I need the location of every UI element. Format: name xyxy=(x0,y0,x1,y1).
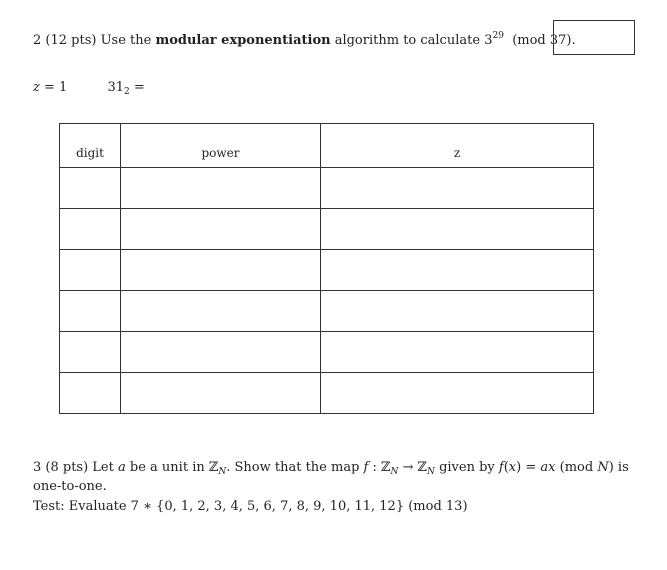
q3-text: given by xyxy=(439,460,495,475)
table-row xyxy=(60,373,594,414)
q3-text: ) is one-to-one. xyxy=(33,460,629,494)
q3-text: be a unit in xyxy=(129,460,205,475)
power-cell[interactable] xyxy=(121,250,321,291)
digit-cell[interactable] xyxy=(60,250,121,291)
q3-arrow: → ℤ xyxy=(402,460,428,475)
table-row xyxy=(60,168,594,209)
q2-exponent: 29 xyxy=(492,31,504,41)
digit-cell[interactable] xyxy=(60,168,121,209)
header-z: z xyxy=(321,124,594,168)
header-power: power xyxy=(121,124,321,168)
q2-mid: algorithm to calculate xyxy=(334,33,481,48)
table-header-row xyxy=(60,124,594,168)
z-cell[interactable] xyxy=(321,332,594,373)
header-digit: digit xyxy=(60,124,121,168)
binary-number: 31 xyxy=(107,80,124,95)
digit-cell[interactable] xyxy=(60,209,121,250)
z-cell[interactable] xyxy=(321,250,594,291)
table-row xyxy=(60,209,594,250)
digit-cell[interactable] xyxy=(60,291,121,332)
power-cell[interactable] xyxy=(121,291,321,332)
table-row xyxy=(60,332,594,373)
q3-text: ( xyxy=(503,460,509,475)
digit-cell[interactable] xyxy=(60,373,121,414)
power-cell[interactable] xyxy=(121,209,321,250)
question-3-prompt xyxy=(33,458,645,496)
q3-integers-symbol: ℤ xyxy=(208,460,219,475)
q3-var-f: f xyxy=(498,460,504,475)
z-cell[interactable] xyxy=(321,291,594,332)
z-initial-value: = 1 xyxy=(44,80,68,95)
table-row xyxy=(60,291,594,332)
q2-tail: (mod 37). xyxy=(512,33,576,48)
work-table xyxy=(59,123,594,414)
q3-var-n: N xyxy=(390,467,399,477)
q2-lead: 2 (12 pts) Use the xyxy=(33,33,152,48)
table-row xyxy=(60,250,594,291)
q3-text: : ℤ xyxy=(372,460,391,475)
q3-text: 3 (8 pts) Let xyxy=(33,460,114,475)
q3-var-n: N xyxy=(427,467,435,477)
q3-text: . Show that the map xyxy=(226,460,360,475)
q3-var-n: N xyxy=(218,467,227,477)
question-2-prompt xyxy=(33,33,576,48)
q3-text: ) = xyxy=(516,460,537,475)
q3-var-x: x xyxy=(508,460,517,475)
q3-var-n: N xyxy=(597,460,609,475)
z-cell[interactable] xyxy=(321,209,594,250)
z-cell[interactable] xyxy=(321,168,594,209)
z-variable: z xyxy=(33,80,40,95)
test-prompt: Test: Evaluate 7 ∗ {0, 1, 2, 3, 4, 5, 6, 7, 8, 9, 10, 11, 12} (mod 13) xyxy=(33,499,468,514)
z-cell[interactable] xyxy=(321,373,594,414)
power-cell[interactable] xyxy=(121,332,321,373)
binary-equals: = xyxy=(133,80,145,95)
q2-bold-term: modular exponentiation xyxy=(155,33,331,48)
q3-text: (mod xyxy=(559,460,594,475)
power-cell[interactable] xyxy=(121,168,321,209)
q3-var-ax: ax xyxy=(540,460,556,475)
q2-base: 3 xyxy=(484,33,493,48)
power-cell[interactable] xyxy=(121,373,321,414)
q3-var-a: a xyxy=(118,460,126,475)
binary-subscript: 2 xyxy=(123,87,130,97)
digit-cell[interactable] xyxy=(60,332,121,373)
q3-var-f: f xyxy=(363,460,369,475)
initial-z-line xyxy=(33,80,145,95)
binary-expansion xyxy=(107,80,144,95)
answer-box[interactable] xyxy=(553,20,635,55)
